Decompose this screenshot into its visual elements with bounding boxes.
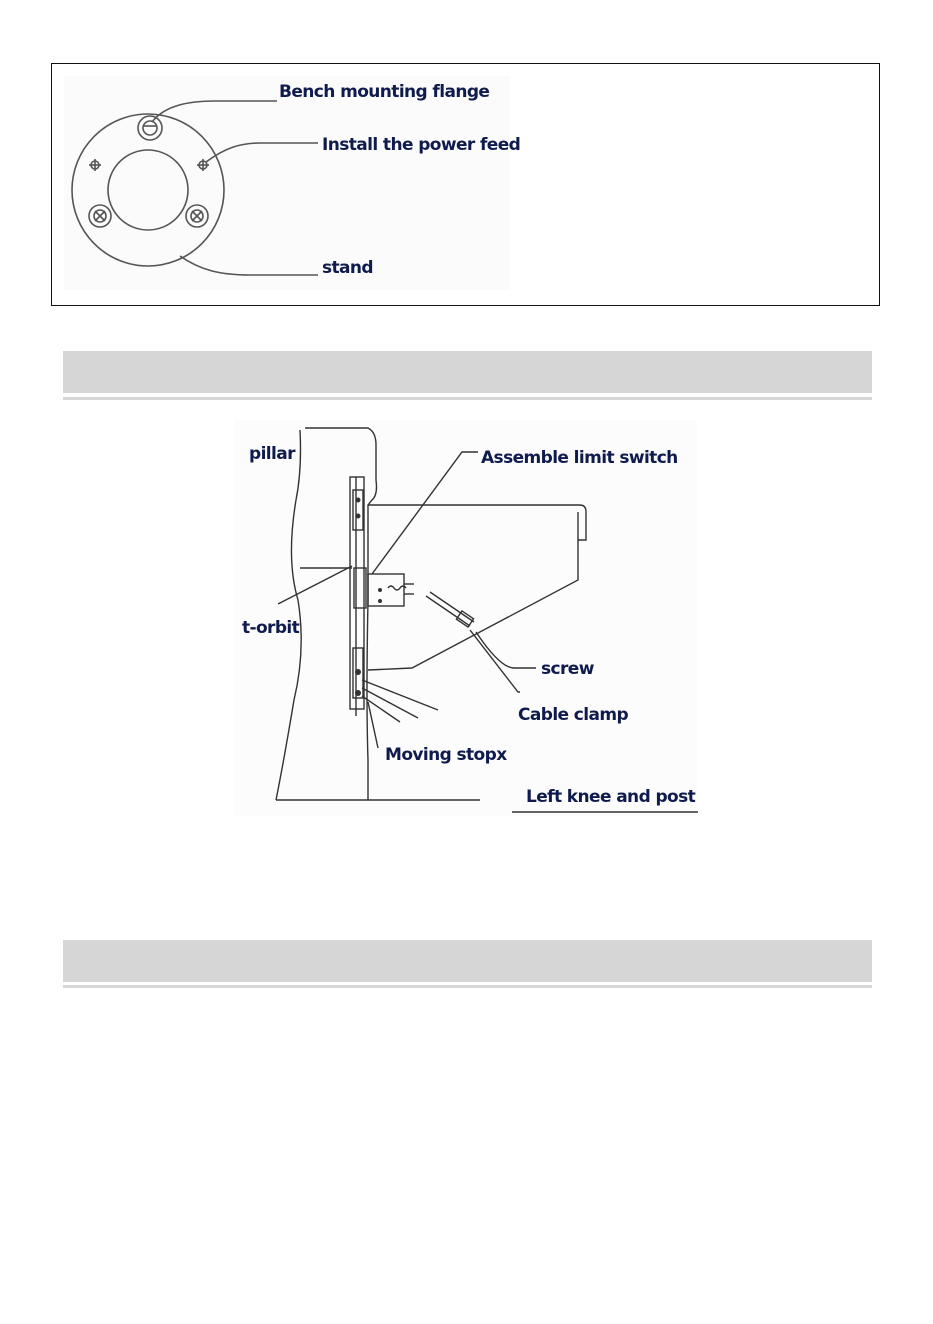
flange-figure-background [64, 76, 510, 290]
label-cable-clamp: Cable clamp [518, 705, 629, 725]
label-stand: stand [322, 258, 373, 278]
label-left-knee-and-post: Left knee and post [526, 787, 696, 807]
flange-diagram [64, 76, 510, 290]
section-header-bar-2 [63, 940, 872, 982]
section-header-rule [63, 397, 872, 400]
label-assemble-limit-switch: Assemble limit switch [481, 448, 678, 468]
label-screw: screw [541, 659, 594, 679]
label-install-power-feed: Install the power feed [322, 135, 521, 155]
label-t-orbit: t-orbit [242, 618, 300, 638]
section-header-bar [63, 351, 872, 393]
section-header-rule-2 [63, 985, 872, 988]
label-pillar: pillar [249, 444, 295, 464]
label-bench-mounting-flange: Bench mounting flange [279, 82, 490, 102]
label-moving-stopx: Moving stopx [385, 745, 507, 765]
